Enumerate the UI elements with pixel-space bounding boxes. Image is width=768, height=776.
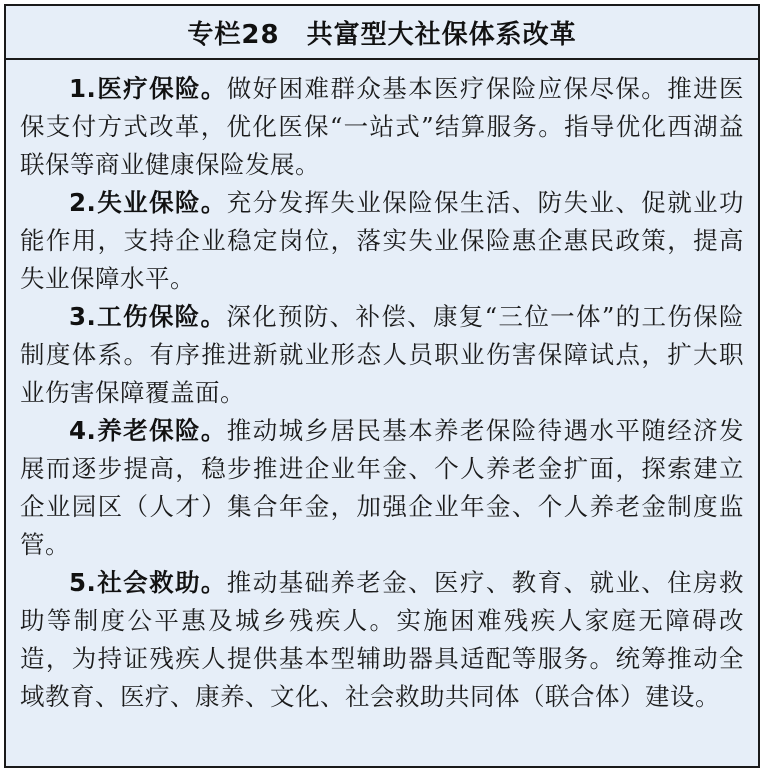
section-paragraph: [20, 412, 744, 564]
section-text: 推动基础养老金、医疗、教育、就业、住房救助等制度公平惠及城乡残疾人。实施困难残疾人家庭无障碍改造，为持证残疾人提供基本型辅助器具适配等服务。统筹推动全域教育、医疗、康养、文化、社会救助共同体（联合体）建设。: [20, 568, 745, 711]
title-bar: [6, 6, 758, 60]
section-paragraph: [20, 70, 744, 184]
section-social-assistance: [20, 564, 744, 716]
column-title: 专栏28 共富型大社保体系改革: [187, 19, 577, 50]
section-heading: 1.医疗保险。: [69, 74, 227, 103]
section-medical-insurance: [20, 70, 744, 184]
section-text: 深化预防、补偿、康复“三位一体”的工伤保险制度体系。有序推进新就业形态人员职业伤害保障试点，扩大职业伤害保障覆盖面。: [20, 302, 744, 407]
section-pension-insurance: [20, 412, 744, 564]
section-work-injury-insurance: [20, 298, 744, 412]
section-paragraph: [20, 184, 744, 298]
section-heading: 3.工伤保险。: [69, 302, 227, 331]
section-paragraph: [20, 298, 744, 412]
section-unemployment-insurance: [20, 184, 744, 298]
section-text: 推动城乡居民基本养老保险待遇水平随经济发展而逐步提高，稳步推进企业年金、个人养老金扩面，探索建立企业园区（人才）集合年金，加强企业年金、个人养老金制度监管。: [20, 416, 745, 559]
column-body: [6, 60, 758, 716]
section-heading: 2.失业保险。: [69, 188, 227, 217]
section-text: 充分发挥失业保险保生活、防失业、促就业功能作用，支持企业稳定岗位，落实失业保险惠企惠民政策，提高失业保障水平。: [20, 188, 745, 293]
section-text: 做好困难群众基本医疗保险应保尽保。推进医保支付方式改革，优化医保“一站式”结算服务。指导优化西湖益联保等商业健康保险发展。: [20, 74, 745, 179]
column-box: [4, 4, 760, 768]
section-heading: 5.社会救助。: [69, 568, 227, 597]
section-heading: 4.养老保险。: [69, 416, 227, 445]
section-paragraph: [20, 564, 744, 716]
